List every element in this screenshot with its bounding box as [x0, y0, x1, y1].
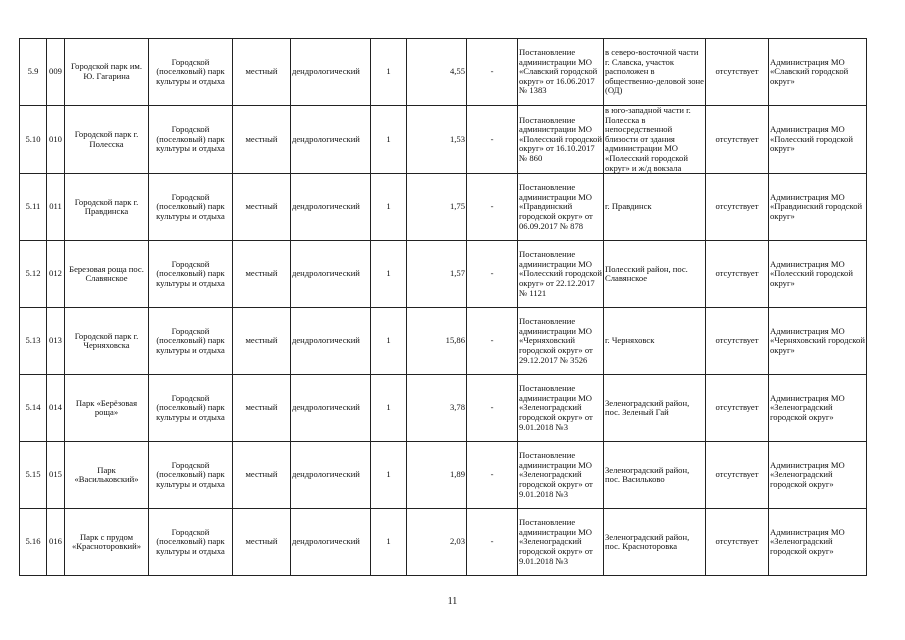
row-code: 014 — [49, 402, 62, 413]
profile: дендрологический — [292, 536, 360, 547]
founding-document: Постановление администрации МО «Зеленоградский городской округ» от 9.01.2018 №3 — [519, 517, 593, 566]
park-name-cell — [65, 442, 149, 509]
significance-cell — [233, 39, 291, 106]
park-name: Городской парк г. Полесска — [74, 128, 139, 149]
dash: - — [490, 469, 494, 480]
row-number-cell — [20, 241, 47, 308]
significance: местный — [245, 268, 278, 279]
profile: дендрологический — [292, 133, 360, 144]
dash-cell — [467, 241, 518, 308]
park-type: Городской (поселковый) парк культуры и отдыха — [156, 56, 225, 86]
significance: местный — [245, 402, 278, 413]
row-number: 5.14 — [25, 402, 41, 413]
dash-cell — [467, 509, 518, 576]
table-row — [20, 308, 867, 375]
status-cell — [706, 509, 769, 576]
area: 1,53 — [449, 133, 465, 144]
status-cell — [706, 375, 769, 442]
park-type: Городской (поселковый) парк культуры и отдыха — [156, 459, 225, 489]
profile-cell — [291, 375, 371, 442]
park-name-cell — [65, 106, 149, 174]
dash-cell — [467, 308, 518, 375]
dash: - — [490, 268, 494, 279]
park-type-cell — [149, 106, 233, 174]
count: 1 — [386, 133, 391, 144]
dash-cell — [467, 375, 518, 442]
row-code: 009 — [49, 66, 62, 77]
authority-cell — [769, 375, 867, 442]
significance-cell — [233, 509, 291, 576]
founding-document: Постановление администрации МО «Славский городской округ» от 16.06.2017 № 1383 — [519, 47, 598, 96]
status: отсутствует — [715, 402, 759, 413]
table-row — [20, 39, 867, 106]
location: в северо-восточной части г. Славска, участок расположен в общественно-деловой зоне (ОД) — [605, 47, 704, 96]
count-cell — [371, 174, 407, 241]
profile: дендрологический — [292, 335, 360, 346]
park-type: Городской (поселковый) парк культуры и отдыха — [156, 526, 225, 556]
row-code-cell — [47, 39, 65, 106]
count: 1 — [386, 536, 391, 547]
row-number-cell — [20, 442, 47, 509]
row-code-cell — [47, 509, 65, 576]
profile-cell — [291, 39, 371, 106]
location-cell — [604, 39, 706, 106]
park-name-cell — [65, 174, 149, 241]
status-cell — [706, 106, 769, 174]
park-type: Городской (поселковый) парк культуры и отдыха — [156, 191, 225, 221]
area: 15,86 — [445, 335, 465, 346]
row-number: 5.9 — [27, 66, 39, 77]
area-cell — [407, 442, 467, 509]
status-cell — [706, 442, 769, 509]
row-number: 5.12 — [25, 268, 41, 279]
park-type-cell — [149, 241, 233, 308]
count-cell — [371, 509, 407, 576]
row-number-cell — [20, 509, 47, 576]
area: 1,89 — [449, 469, 465, 480]
row-code: 012 — [49, 268, 62, 279]
profile: дендрологический — [292, 268, 360, 279]
authority: Администрация МО «Славский городской округ» — [770, 56, 849, 86]
row-code: 015 — [49, 469, 62, 480]
location-cell — [604, 442, 706, 509]
row-code-cell — [47, 442, 65, 509]
status: отсутствует — [715, 201, 759, 212]
row-number: 5.10 — [25, 133, 41, 144]
location-cell — [604, 174, 706, 241]
area-cell — [407, 241, 467, 308]
significance: местный — [245, 335, 278, 346]
significance-cell — [233, 308, 291, 375]
significance-cell — [233, 106, 291, 174]
profile-cell — [291, 308, 371, 375]
status-cell — [706, 174, 769, 241]
authority: Администрация МО «Зеленоградский городской округ» — [770, 392, 845, 422]
park-name: Парк «Берёзовая роща» — [75, 397, 138, 418]
table-row — [20, 174, 867, 241]
profile-cell — [291, 442, 371, 509]
authority-cell — [769, 39, 867, 106]
count: 1 — [386, 201, 391, 212]
count: 1 — [386, 402, 391, 413]
row-number: 5.16 — [25, 536, 41, 547]
count: 1 — [386, 335, 391, 346]
location: Зеленоградский район, пос. Васильково — [605, 464, 690, 485]
location-cell — [604, 509, 706, 576]
founding-document-cell — [518, 308, 604, 375]
profile-cell — [291, 106, 371, 174]
area-cell — [407, 308, 467, 375]
area: 3,78 — [449, 402, 465, 413]
profile-cell — [291, 174, 371, 241]
status: отсутствует — [715, 536, 759, 547]
authority: Администрация МО «Полесский городской округ» — [770, 124, 853, 154]
status: отсутствует — [715, 335, 759, 346]
area: 1,57 — [449, 268, 465, 279]
park-name: Парк с прудом «Красноторовкий» — [72, 531, 141, 552]
location-cell — [604, 241, 706, 308]
count-cell — [371, 442, 407, 509]
row-code-cell — [47, 174, 65, 241]
founding-document: Постановление администрации МО «Черняховский городской округ» от 29.12.2017 № 3526 — [519, 316, 593, 365]
table-row — [20, 375, 867, 442]
significance: местный — [245, 133, 278, 144]
row-code: 010 — [49, 133, 62, 144]
park-name-cell — [65, 509, 149, 576]
authority-cell — [769, 509, 867, 576]
location: в юго-западной части г. Полесска в непосредственной близости от здания администрации МО «Полесский городской округ» и ж/д вокзала — [605, 105, 691, 173]
park-name: Городской парк им. Ю. Гагарина — [70, 61, 143, 81]
authority-cell — [769, 174, 867, 241]
park-type-cell — [149, 174, 233, 241]
row-number: 5.13 — [25, 335, 41, 346]
table-row — [20, 241, 867, 308]
dash: - — [490, 66, 494, 77]
authority-cell — [769, 442, 867, 509]
dash: - — [490, 402, 494, 413]
status: отсутствует — [715, 133, 759, 144]
count: 1 — [386, 66, 391, 77]
significance: местный — [245, 66, 278, 77]
significance-cell — [233, 241, 291, 308]
row-number-cell — [20, 375, 47, 442]
profile-cell — [291, 509, 371, 576]
profile: дендрологический — [292, 469, 360, 480]
significance-cell — [233, 442, 291, 509]
count: 1 — [386, 469, 391, 480]
authority-cell — [769, 106, 867, 174]
location: Зеленоградский район, пос. Красноторовка — [605, 531, 690, 552]
significance-cell — [233, 375, 291, 442]
row-code-cell — [47, 375, 65, 442]
count-cell — [371, 39, 407, 106]
park-type-cell — [149, 39, 233, 106]
park-type-cell — [149, 442, 233, 509]
count: 1 — [386, 268, 391, 279]
park-type-cell — [149, 375, 233, 442]
table-row — [20, 106, 867, 174]
page-number: 11 — [447, 596, 458, 607]
status-cell — [706, 308, 769, 375]
profile-cell — [291, 241, 371, 308]
park-name: Городской парк г. Правдинска — [74, 196, 139, 217]
location-cell — [604, 106, 706, 174]
row-number: 5.11 — [25, 201, 41, 212]
park-type: Городской (поселковый) парк культуры и отдыха — [156, 124, 225, 154]
authority-cell — [769, 308, 867, 375]
founding-document-cell — [518, 442, 604, 509]
significance: местный — [245, 201, 278, 212]
authority: Администрация МО «Зеленоградский городской округ» — [770, 459, 845, 489]
area: 1,75 — [449, 201, 465, 212]
profile: дендрологический — [292, 402, 360, 413]
area: 4,55 — [449, 66, 465, 77]
location-cell — [604, 308, 706, 375]
dash-cell — [467, 39, 518, 106]
location: г. Правдинск — [605, 201, 652, 212]
founding-document: Постановление администрации МО «Полесский городской округ» от 16.10.2017 № 860 — [519, 114, 602, 163]
founding-document: Постановление администрации МО «Правдинский городской округ» от 06.09.2017 № 878 — [519, 182, 593, 231]
count-cell — [371, 241, 407, 308]
founding-document-cell — [518, 375, 604, 442]
area-cell — [407, 39, 467, 106]
status-cell — [706, 241, 769, 308]
significance: местный — [245, 469, 278, 480]
location-cell — [604, 375, 706, 442]
dash: - — [490, 201, 494, 212]
status-cell — [706, 39, 769, 106]
table-row — [20, 442, 867, 509]
park-type: Городской (поселковый) парк культуры и отдыха — [156, 325, 225, 355]
row-code: 011 — [49, 201, 62, 212]
area-cell — [407, 106, 467, 174]
row-number-cell — [20, 308, 47, 375]
status: отсутствует — [715, 66, 759, 77]
count-cell — [371, 106, 407, 174]
registry-table — [19, 38, 867, 576]
dash-cell — [467, 106, 518, 174]
founding-document: Постановление администрации МО «Зеленоградский городской округ» от 9.01.2018 №3 — [519, 450, 593, 499]
founding-document-cell — [518, 39, 604, 106]
dash: - — [490, 335, 494, 346]
dash-cell — [467, 442, 518, 509]
founding-document-cell — [518, 174, 604, 241]
row-code: 013 — [49, 335, 62, 346]
authority: Администрация МО «Зеленоградский городской округ» — [770, 526, 845, 556]
row-code-cell — [47, 106, 65, 174]
authority: Администрация МО «Правдинский городской округ» — [770, 191, 863, 221]
profile: дендрологический — [292, 66, 360, 77]
park-type-cell — [149, 308, 233, 375]
park-type: Городской (поселковый) парк культуры и отдыха — [156, 258, 225, 288]
founding-document-cell — [518, 106, 604, 174]
founding-document-cell — [518, 509, 604, 576]
row-number-cell — [20, 39, 47, 106]
park-type-cell — [149, 509, 233, 576]
park-name: Городской парк г. Черняховска — [74, 330, 139, 351]
location: г. Черняховск — [605, 335, 655, 346]
status: отсутствует — [715, 268, 759, 279]
park-name: Парк «Васильковский» — [74, 464, 139, 485]
area: 2,03 — [449, 536, 465, 547]
table-row — [20, 509, 867, 576]
area-cell — [407, 375, 467, 442]
row-code-cell — [47, 308, 65, 375]
count-cell — [371, 308, 407, 375]
authority: Администрация МО «Полесский городской округ» — [770, 258, 853, 288]
location: Зеленоградский район, пос. Зеленый Гай — [605, 397, 690, 418]
status: отсутствует — [715, 469, 759, 480]
founding-document-cell — [518, 241, 604, 308]
row-code-cell — [47, 241, 65, 308]
row-number-cell — [20, 106, 47, 174]
location: Полесский район, пос. Славянское — [605, 263, 688, 284]
row-number: 5.15 — [25, 469, 41, 480]
dash: - — [490, 536, 494, 547]
park-name-cell — [65, 39, 149, 106]
area-cell — [407, 174, 467, 241]
area-cell — [407, 509, 467, 576]
park-type: Городской (поселковый) парк культуры и отдыха — [156, 392, 225, 422]
park-name-cell — [65, 241, 149, 308]
row-number-cell — [20, 174, 47, 241]
significance: местный — [245, 536, 278, 547]
founding-document: Постановление администрации МО «Зеленоградский городской округ» от 9.01.2018 №3 — [519, 383, 593, 432]
authority: Администрация МО «Черняховский городской округ» — [770, 325, 865, 355]
profile: дендрологический — [292, 201, 360, 212]
founding-document: Постановление администрации МО «Полесский городской округ» от 22.12.2017 № 1121 — [519, 249, 602, 298]
row-code: 016 — [49, 536, 62, 547]
park-name-cell — [65, 308, 149, 375]
dash-cell — [467, 174, 518, 241]
park-name-cell — [65, 375, 149, 442]
significance-cell — [233, 174, 291, 241]
dash: - — [490, 133, 494, 144]
park-name: Березовая роща пос. Славянское — [69, 263, 144, 284]
count-cell — [371, 375, 407, 442]
authority-cell — [769, 241, 867, 308]
